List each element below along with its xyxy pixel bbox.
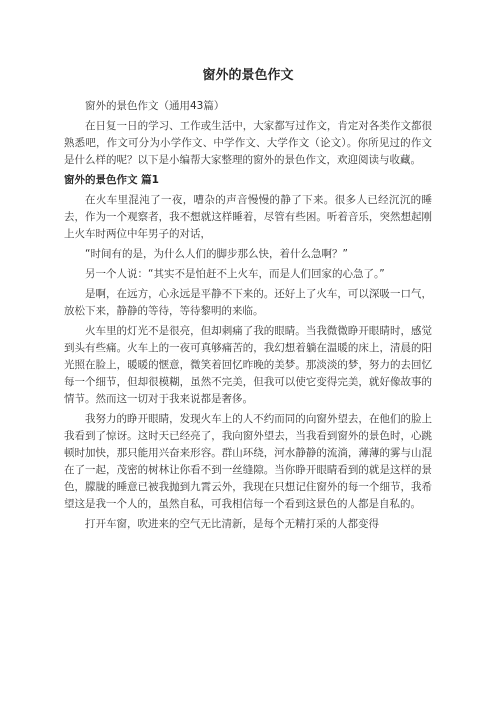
body-paragraph: 是啊，在远方，心永远是平静不下来的。还好上了火车，可以深吸一口气，放松下来，静静的等待，等待黎明的来临。 bbox=[64, 288, 432, 317]
body-paragraph: 打开车窗，吹进来的空气无比清新，是每个无精打采的人都变得 bbox=[85, 518, 379, 530]
document-title: 窗外的景色作文 bbox=[202, 68, 294, 83]
body-paragraph: 我努力的睁开眼睛，发现火车上的人不约而同的向窗外望去，在他们的脸上我看到了惊讶。这时天已经亮了，我向窗外望去，当我看到窗外的景色时，心跳顿时加快，那只能用兴奋来形容。群山环绕，河水静静的流淌，薄薄的雾与山混在了一起，茂密的树林让你看不到一丝缝隙。当你睁开眼睛看到的就是这样的景色，朦胧的睡意已被我抛到九霄云外，我现在只想记住窗外的每一个细节，我希望这是我一个人的，虽然自私，可我相信每一个看到这景色的人都是自私的。 bbox=[64, 413, 432, 510]
section-title: 窗外的景色作文 篇1 bbox=[64, 174, 159, 186]
intro-paragraph: 在日复一日的学习、工作或生活中，大家都写过作文，肯定对各类作文都很熟悉吧，作文可分为小学作文、中学作文、大学作文（论文）。你所见过的作文是什么样的呢？以下是小编帮大家整理的窗外的景色作文，欢迎阅读与收藏。 bbox=[64, 120, 432, 166]
body-paragraph: 另一个人说：“其实不是怕赶不上火车，而是人们回家的心急了。” bbox=[85, 268, 385, 280]
subtitle-paragraph: 窗外的景色作文（通用43篇） bbox=[85, 100, 225, 112]
body-paragraph: 火车里的灯光不是很亮，但却刺痛了我的眼睛。当我微微睁开眼睛时，感觉到头有些痛。火车上的一夜可真够痛苦的，我幻想着躺在温暖的床上，清晨的阳光照在脸上，暖暖的惬意，微笑着回忆昨晚的美梦。那淡淡的梦，努力的去回忆每一个细节，但却很模糊，虽然不完美，但我可以使它变得完美，就好像故事的情节。然而这一切对于我来说都是奢侈。 bbox=[64, 325, 432, 405]
body-paragraph: 在火车里混沌了一夜，嘈杂的声音慢慢的静了下来。很多人已经沉沉的睡去，作为一个观察者，我不想就这样睡着，尽管有些困。听着音乐，突然想起刚上火车时两位中年男子的对话， bbox=[64, 194, 432, 240]
body-paragraph: “时间有的是，为什么人们的脚步那么快，着什么急啊？” bbox=[85, 248, 348, 260]
